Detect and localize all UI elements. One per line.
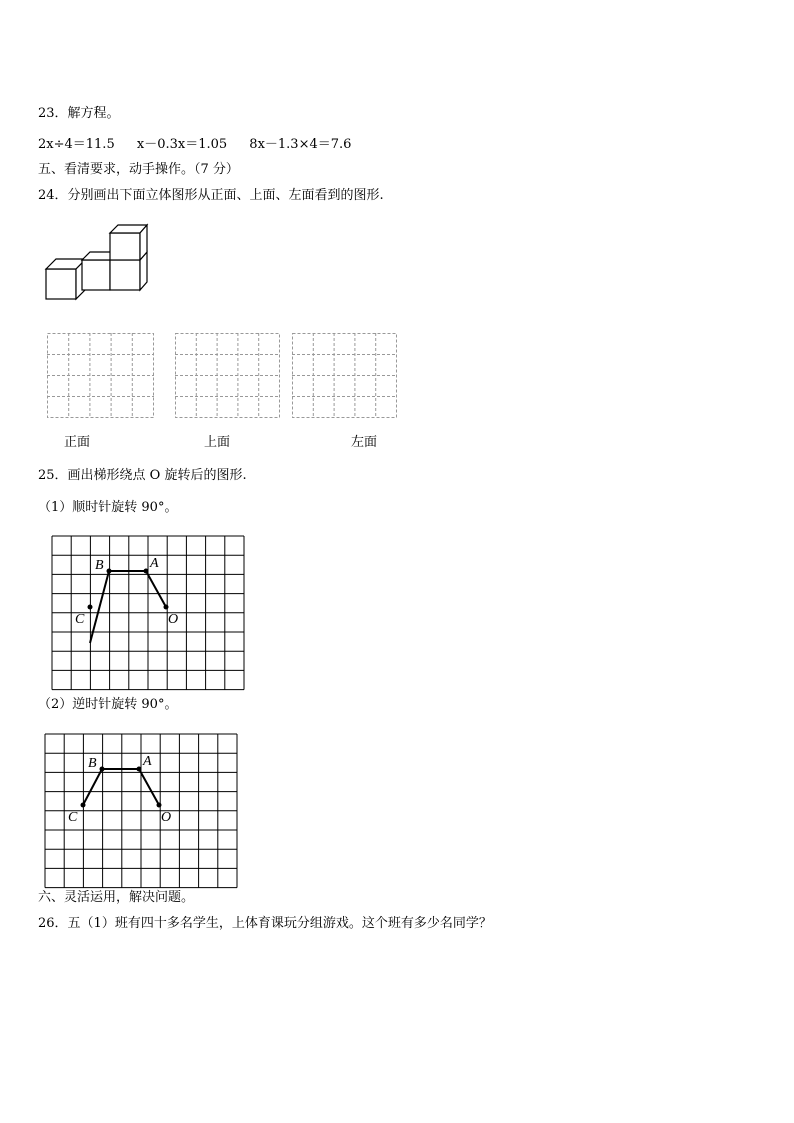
q24-title: 24．分别画出下面立体图形从正面、上面、左面看到的图形.	[38, 188, 384, 203]
label-o-2: O	[161, 810, 172, 825]
q25-title: 25．画出梯形绕点 O 旋转后的图形.	[38, 468, 247, 483]
point-c-dot-2	[81, 803, 86, 808]
equation-2: x－0.3x＝1.05	[136, 137, 228, 152]
rotation-grid-counterclockwise[interactable]	[44, 733, 239, 879]
section5-title: 五、看清要求，动手操作。（7 分）	[38, 162, 239, 177]
left-view-grid[interactable]	[292, 333, 398, 419]
point-o-dot-2	[157, 803, 162, 808]
q23-title: 23．解方程。	[38, 106, 120, 121]
top-view-grid[interactable]	[175, 333, 281, 419]
top-view-label: 上面	[204, 435, 231, 450]
label-o: O	[168, 612, 179, 627]
q26-title: 26．五（1）班有四十多名学生，上体育课玩分组游戏。这个班有多少名同学？	[38, 916, 492, 931]
equation-3: 8x－1.3×4＝7.6	[249, 137, 352, 152]
left-view-label: 左面	[351, 435, 378, 450]
label-a: A	[150, 556, 159, 571]
label-b: B	[95, 558, 104, 573]
point-a-dot-2	[137, 767, 142, 772]
point-b-dot	[107, 569, 112, 574]
trapezoid-ccw	[83, 769, 159, 805]
point-c-dot	[88, 605, 93, 610]
point-b-dot-2	[100, 767, 105, 772]
front-view-label: 正面	[64, 435, 91, 450]
q23-equations	[38, 137, 369, 153]
label-c-2: C	[68, 810, 78, 825]
label-c: C	[75, 612, 85, 627]
cube-figure	[40, 222, 160, 302]
label-b-2: B	[88, 756, 97, 771]
rotation-grid-clockwise[interactable]	[51, 535, 246, 681]
equation-1: 2x÷4＝11.5	[38, 137, 115, 152]
section6-title: 六、灵活运用，解决问题。	[38, 890, 195, 905]
front-view-grid[interactable]	[47, 333, 155, 419]
q25-part2: （2）逆时针旋转 90°。	[38, 697, 178, 712]
point-a-dot	[144, 569, 149, 574]
point-o-dot	[164, 605, 169, 610]
q25-part1: （1）顺时针旋转 90°。	[38, 500, 178, 515]
label-a-2: A	[143, 754, 152, 769]
